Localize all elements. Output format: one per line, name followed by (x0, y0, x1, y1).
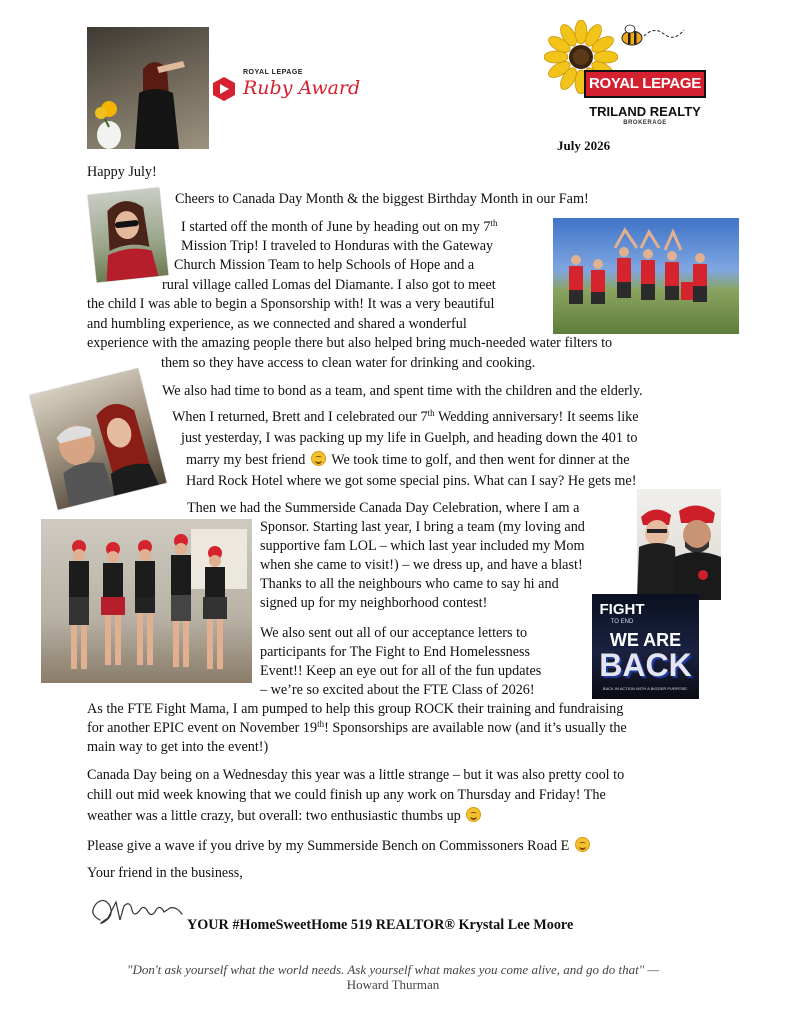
mission-team-photo (553, 218, 739, 334)
royal-lepage-logo (544, 20, 716, 132)
p6-line2 (87, 719, 627, 737)
poster-big2: BACK (599, 647, 692, 683)
canada-day-team-photo (41, 519, 252, 683)
p1-line7: experience with the amazing people there but also helped bring much-needed water filters to (87, 335, 613, 351)
p1-line5: the child I was able to begin a Sponsorship with! It was a very beautiful (87, 296, 495, 312)
poster-footer: BACK IN ACTION WITH A BIGGER PURPOSE. (602, 686, 689, 691)
royal-lepage-text: ROYAL LEPAGE (589, 75, 701, 92)
selfie-photo (88, 187, 169, 282)
p1-line1-sup: th (490, 218, 498, 228)
p3-line3 (186, 451, 630, 469)
p4-line6: signed up for my neighborhood contest! (260, 595, 488, 611)
poster-big1: WE ARE (609, 630, 682, 650)
p1-line3: Church Mission Team to help Schools of Hope and a (174, 257, 475, 273)
p5-line1: We also sent out all of our acceptance letters to (260, 625, 528, 641)
signature-name: YOUR #HomeSweetHome 519 REALTOR® Krystal Lee Moore (187, 917, 574, 933)
p5-line2: participants for The Fight to End Homelessness (260, 644, 531, 660)
p1-line1 (181, 218, 497, 236)
anniversary-photo (29, 368, 166, 510)
p3-line4: Hard Rock Hotel where we got some special pins. What can I say? He gets me! (186, 473, 637, 489)
ruby-award-name: Ruby Award (243, 77, 361, 99)
p3-line1 (172, 408, 639, 426)
smile-emoji-icon (466, 807, 481, 822)
intro-line: Cheers to Canada Day Month & the biggest Birthday Month in our Fam! (175, 191, 589, 207)
handwritten-signature (86, 892, 186, 932)
p4-line4: when she came to visit!) – we dress up, and have a blast! (260, 557, 583, 573)
p1-line1-text: I started off the month of June by heading out on my 7 (181, 219, 491, 235)
p6-line2-text-b: ! Sponsorships are available now (and it’s usually the (324, 720, 627, 736)
fte-we-are-back-poster (592, 594, 699, 699)
p1-line8: them so they have access to clean water for drinking and cooking. (161, 355, 536, 371)
p3-line1-text-a: When I returned, Brett and I celebrated our 7 (172, 409, 428, 425)
p2-line: We also had time to bond as a team, and spent time with the children and the elderly. (162, 383, 643, 399)
p3-line3-text-b: We took time to golf, and then went for dinner at the (327, 452, 630, 468)
p3-line1-text-b: Wedding anniversary! It seems like (434, 409, 639, 425)
poster-sub: TO END (610, 619, 634, 625)
p6-line2-text-a: for another EPIC event on November 19 (87, 720, 318, 736)
p7-line3-text: weather was a little crazy, but overall: two enthusiastic thumbs up (87, 808, 465, 824)
bee-icon (620, 24, 686, 50)
header-portrait-photo (87, 27, 209, 149)
p1-line2: Mission Trip! I traveled to Honduras with the Gateway (181, 238, 494, 254)
royal-lepage-box (584, 70, 706, 98)
p3-line2: just yesterday, I was packing up my life in Guelph, and heading down the 401 to (181, 430, 638, 446)
p6-line3: main way to get into the event!) (87, 739, 269, 755)
p7-line3 (87, 807, 483, 825)
p6-line1: As the FTE Fight Mama, I am pumped to help this group ROCK their training and fundraising (87, 701, 624, 717)
p4-line5: Thanks to all the neighbours who came to say hi and (260, 576, 559, 592)
smile-emoji-icon (311, 451, 326, 466)
p4-line1: Then we had the Summerside Canada Day Celebration, where I am a (187, 500, 580, 516)
p7-line1: Canada Day being on a Wednesday this year was a little strange – but it was also pretty cool to (87, 767, 625, 783)
couple-red-hats-photo (637, 489, 721, 600)
smile-emoji-icon (575, 837, 590, 852)
p3-line3-text-a: marry my best friend (186, 452, 309, 468)
p8-text: Please give a wave if you drive by my Summerside Bench on Commissoners Road E (87, 838, 573, 854)
p4-line2: Sponsor. Starting last year, I bring a team (my loving and (260, 519, 585, 535)
poster-top: FIGHT (599, 601, 645, 618)
quote-author: Howard Thurman (346, 977, 440, 992)
p4-line3: supportive fam LOL – which last year included my Mom (260, 538, 585, 554)
p1-line6: and humbling experience, as we connected and shared a wonderful (87, 316, 467, 332)
letter-date: July 2026 (557, 138, 611, 153)
closing-line: Your friend in the business, (87, 865, 243, 881)
p3-line1-sup: th (427, 408, 435, 418)
p5-line4: – we’re so excited about the FTE Class of 2026! (260, 682, 535, 698)
p6-line2-sup: th (317, 719, 325, 729)
brokerage-sub: BROKERAGE (623, 120, 667, 126)
ruby-award-top: ROYAL LEPAGE (243, 69, 303, 76)
ruby-award-badge (211, 66, 361, 106)
brokerage-name: TRILAND REALTY (589, 104, 701, 119)
p5-line3: Event!! Keep an eye out for all of the fun updates (260, 663, 542, 679)
quote-text: "Don't ask yourself what the world needs. Ask yourself what makes you come alive, and go do that" — (127, 962, 659, 977)
p1-line4: rural village called Lomas del Diamante. I also got to meet (162, 277, 496, 293)
ruby-award-icon (211, 76, 237, 102)
closing-quote (60, 962, 726, 992)
greeting: Happy July! (87, 164, 157, 180)
p8-line (87, 837, 592, 855)
p7-line2: chill out mid week knowing that we could finish up any work on Thursday and Friday! The (87, 787, 606, 803)
